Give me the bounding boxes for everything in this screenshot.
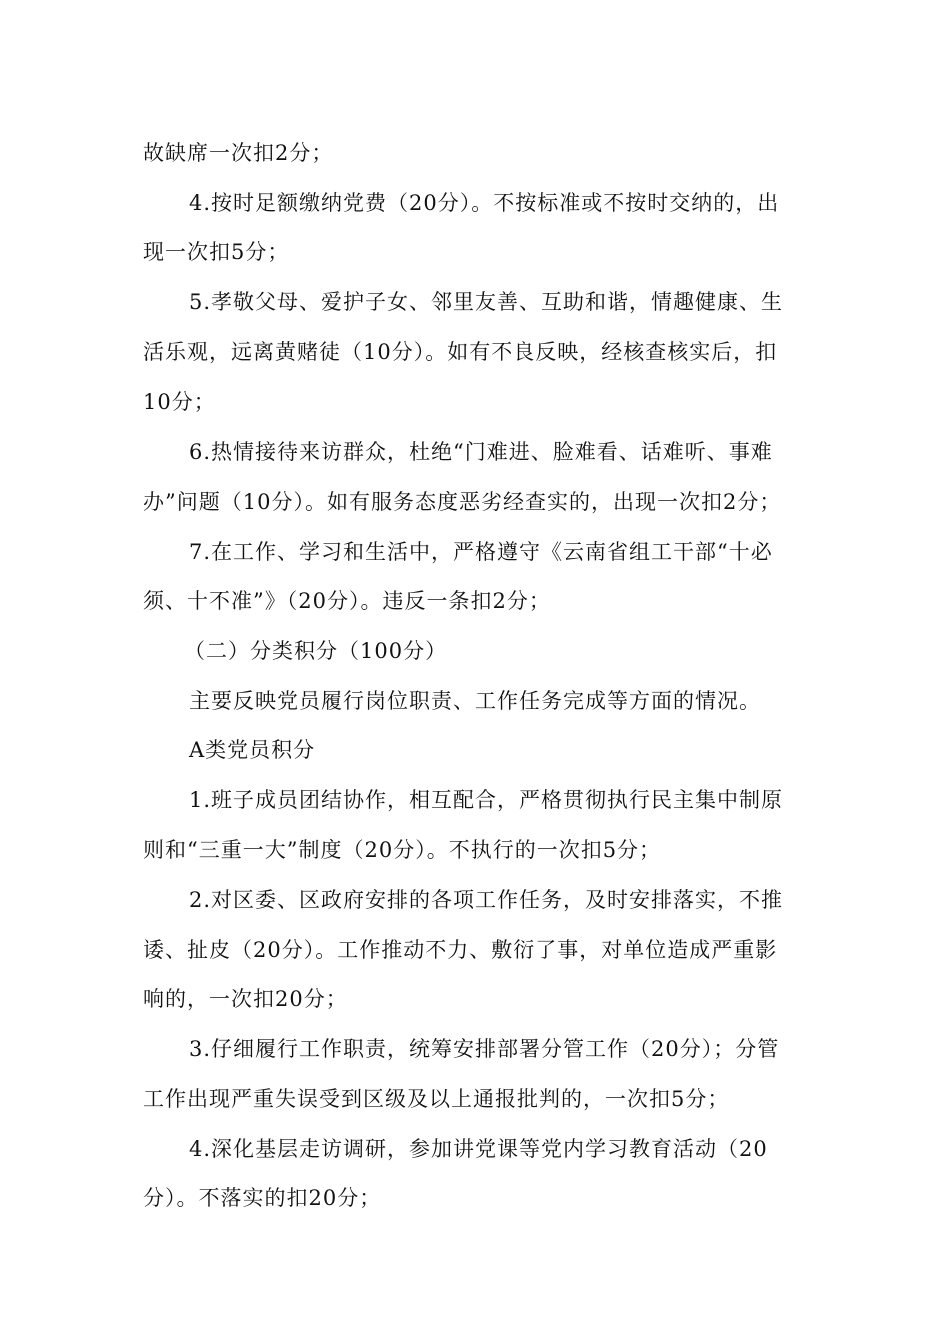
text-line: 1.班子成员团结协作，相互配合，严格贯彻执行民主集中制原 bbox=[189, 788, 784, 812]
text-line: 须、十不准”》（20分）。违反一条扣2分； bbox=[143, 589, 551, 613]
text-line: 4.按时足额缴纳党费（20分）。不按标准或不按时交纳的，出 bbox=[189, 191, 780, 215]
text-line: 6.热情接待来访群众，杜绝“门难进、脸难看、话难听、事难 bbox=[189, 440, 773, 464]
text-line: 5.孝敬父母、爱护子女、邻里友善、互助和谐，情趣健康、生 bbox=[189, 290, 784, 314]
text-line: 现一次扣5分； bbox=[143, 240, 290, 264]
text-line: 则和“三重一大”制度（20分）。不执行的一次扣5分； bbox=[143, 838, 662, 862]
text-line: 主要反映党员履行岗位职责、工作任务完成等方面的情况。 bbox=[189, 689, 761, 713]
text-line: 办”问题（10分）。如有服务态度恶劣经查实的，出现一次扣2分； bbox=[143, 490, 782, 514]
text-line: 活乐观，远离黄赌徒（10分）。如有不良反映，经核查核实后，扣 bbox=[143, 340, 778, 364]
text-line: 7.在工作、学习和生活中，严格遵守《云南省组工干部“十必 bbox=[189, 540, 773, 564]
text-line: 3.仔细履行工作职责，统筹安排部署分管工作（20分）；分管 bbox=[189, 1037, 780, 1061]
section-heading: （二）分类积分（100分） bbox=[184, 639, 448, 663]
subsection-heading: A类党员积分 bbox=[189, 738, 316, 762]
text-line: 10分； bbox=[143, 390, 216, 414]
text-line: 4.深化基层走访调研，参加讲党课等党内学习教育活动（20 bbox=[189, 1137, 768, 1161]
text-line: 诿、扯皮（20分）。工作推动不力、敷衍了事，对单位造成严重影 bbox=[143, 938, 778, 962]
text-line: 响的，一次扣20分； bbox=[143, 987, 348, 1011]
text-line: 故缺席一次扣2分； bbox=[143, 141, 334, 165]
text-line: 2.对区委、区政府安排的各项工作任务，及时安排落实，不推 bbox=[189, 888, 784, 912]
text-line: 分）。不落实的扣20分； bbox=[143, 1186, 382, 1210]
text-line: 工作出现严重失误受到区级及以上通报批判的，一次扣5分； bbox=[143, 1087, 730, 1111]
